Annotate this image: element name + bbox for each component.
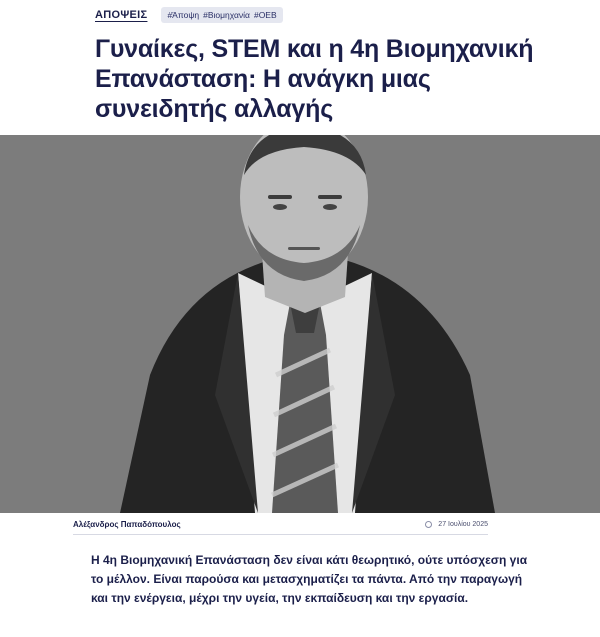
tag-list (161, 7, 282, 23)
byline (73, 514, 488, 535)
tag-link[interactable]: #ΟΕΒ (253, 10, 277, 20)
publish-date (425, 521, 488, 528)
article-header-meta (95, 6, 283, 24)
tag-link[interactable]: #Άποψη (167, 10, 200, 20)
article-lead: Η 4η Βιομηχανική Επανάσταση δεν είναι κάτι θεωρητικό, ούτε υπόσχεση για το μέλλον. Είναι παρούσα και μετασχηματίζει τα πάντα. Από την παραγωγή και την ενέργεια, μέχρι την υγεία, την εκπαίδευση και την εργασία. (91, 553, 528, 605)
section-link[interactable]: ΑΠΟΨΕΙΣ (95, 9, 148, 21)
tag-link[interactable]: #Βιομηχανία (203, 10, 250, 20)
article-title: Γυναίκες, STEM και η 4η Βιομηχανική Επανάσταση: Η ανάγκη μιας συνειδητής αλλαγής (95, 35, 534, 123)
date-text: 27 Ιουλίου 2025 (438, 520, 488, 528)
author-name[interactable]: Αλέξανδρος Παπαδόπουλος (73, 519, 181, 529)
portrait-image (0, 135, 600, 513)
hero-photo (0, 135, 600, 513)
clock-icon (425, 521, 432, 528)
